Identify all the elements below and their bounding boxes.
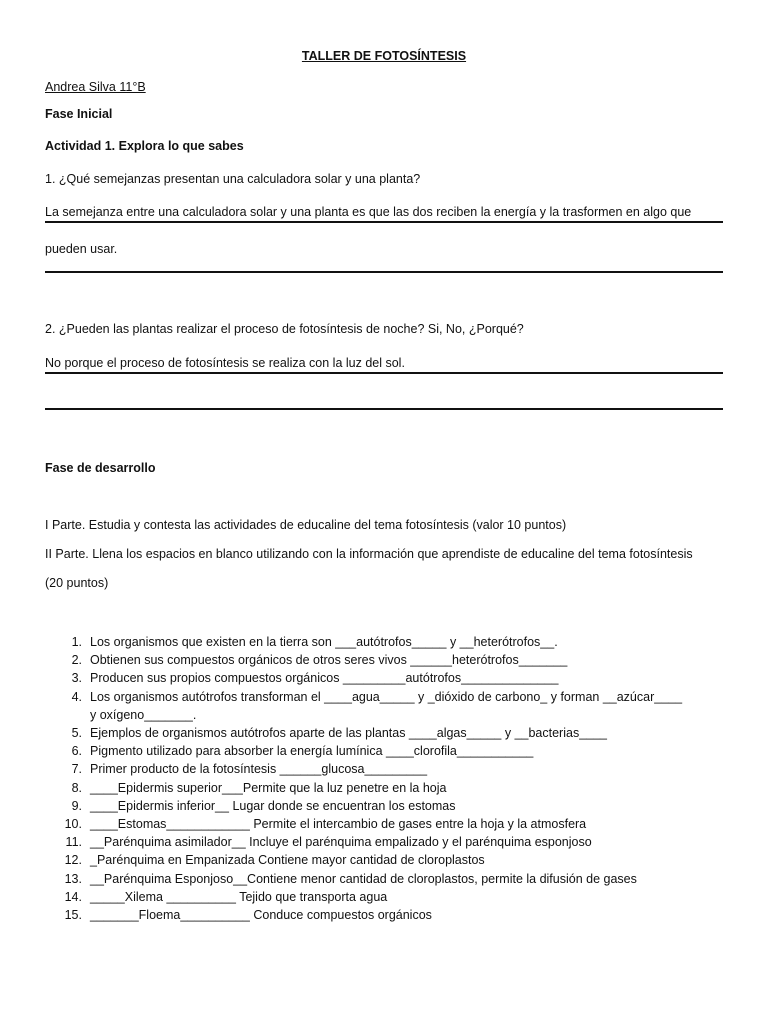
list-item: 8. ____Epidermis superior___Permite que la luz penetre en la hoja [71, 780, 447, 795]
question-1: 1. ¿Qué semejanzas presentan una calculadora solar y una planta? [45, 172, 421, 186]
part-2-points: (20 puntos) [45, 576, 109, 590]
list-item: 3. Producen sus propios compuestos orgánicos _________autótrofos______________ [71, 671, 559, 686]
answer-line [45, 408, 723, 410]
part-1-instructions: I Parte. Estudia y contesta las actividades de educaline del tema fotosíntesis (valor 10 puntos) [45, 518, 567, 532]
answer-1-line-1: La semejanza entre una calculadora solar y una planta es que las dos reciben la energía y la trasformen en algo que [45, 205, 692, 219]
student-name: Andrea Silva 11°B [45, 80, 146, 94]
activity-heading: Actividad 1. Explora lo que sabes [45, 139, 244, 153]
list-item: 1. Los organismos que existen en la tierra son ___autótrofos_____ y __heterótrofos__. [71, 635, 558, 649]
answer-1-line-2: pueden usar. [45, 242, 118, 256]
answer-2: No porque el proceso de fotosíntesis se realiza con la luz del sol. [45, 356, 405, 370]
list-item: 7. Primer producto de la fotosíntesis ______glucosa_________ [71, 762, 428, 777]
phase-initial-heading: Fase Inicial [45, 107, 113, 121]
list-item: 5. Ejemplos de organismos autótrofos aparte de las plantas ____algas_____ y __bacterias____ [71, 726, 608, 740]
list-item: 12. _Parénquima en Empanizada Contiene mayor cantidad de cloroplastos [64, 853, 485, 868]
list-item: 6. Pigmento utilizado para absorber la energía lumínica ____clorofila___________ [71, 744, 534, 759]
document-title: TALLER DE FOTOSÍNTESIS [301, 49, 467, 63]
list-item: 15. _______Floema__________ Conduce compuestos orgánicos [64, 908, 432, 923]
list-item: 9. ____Epidermis inferior__ Lugar donde se encuentran los estomas [71, 798, 456, 813]
development-heading: Fase de desarrollo [45, 461, 156, 475]
list-item: 13. __Parénquima Esponjoso__Contiene menor cantidad de cloroplastos, permite la difusión de gases [64, 871, 637, 886]
list-item: 14. _____Xilema __________ Tejido que transporta agua [64, 889, 388, 904]
list-item: 11. __Parénquima asimilador__ Incluye el parénquima empalizado y el parénquima esponjoso [65, 835, 592, 850]
fill-in-list [62, 633, 683, 924]
list-item: 4. Los organismos autótrofos transforman el ____agua_____ y _dióxido de carbono_ y forman __azúcar____ y oxígeno_______. [71, 689, 683, 722]
answer-line [45, 271, 723, 273]
part-2-instructions: II Parte. Llena los espacios en blanco utilizando con la información que aprendiste de educaline del tema fotosíntesis [45, 547, 693, 561]
list-item: 2. Obtienen sus compuestos orgánicos de otros seres vivos ______heterótrofos_______ [71, 653, 568, 668]
answer-line [45, 221, 723, 223]
list-item: 10. ____Estomas____________ Permite el intercambio de gases entre la hoja y la atmosfera [64, 817, 587, 832]
question-2: 2. ¿Pueden las plantas realizar el proceso de fotosíntesis de noche? Si, No, ¿Porqué? [45, 322, 524, 336]
answer-line [45, 372, 723, 374]
